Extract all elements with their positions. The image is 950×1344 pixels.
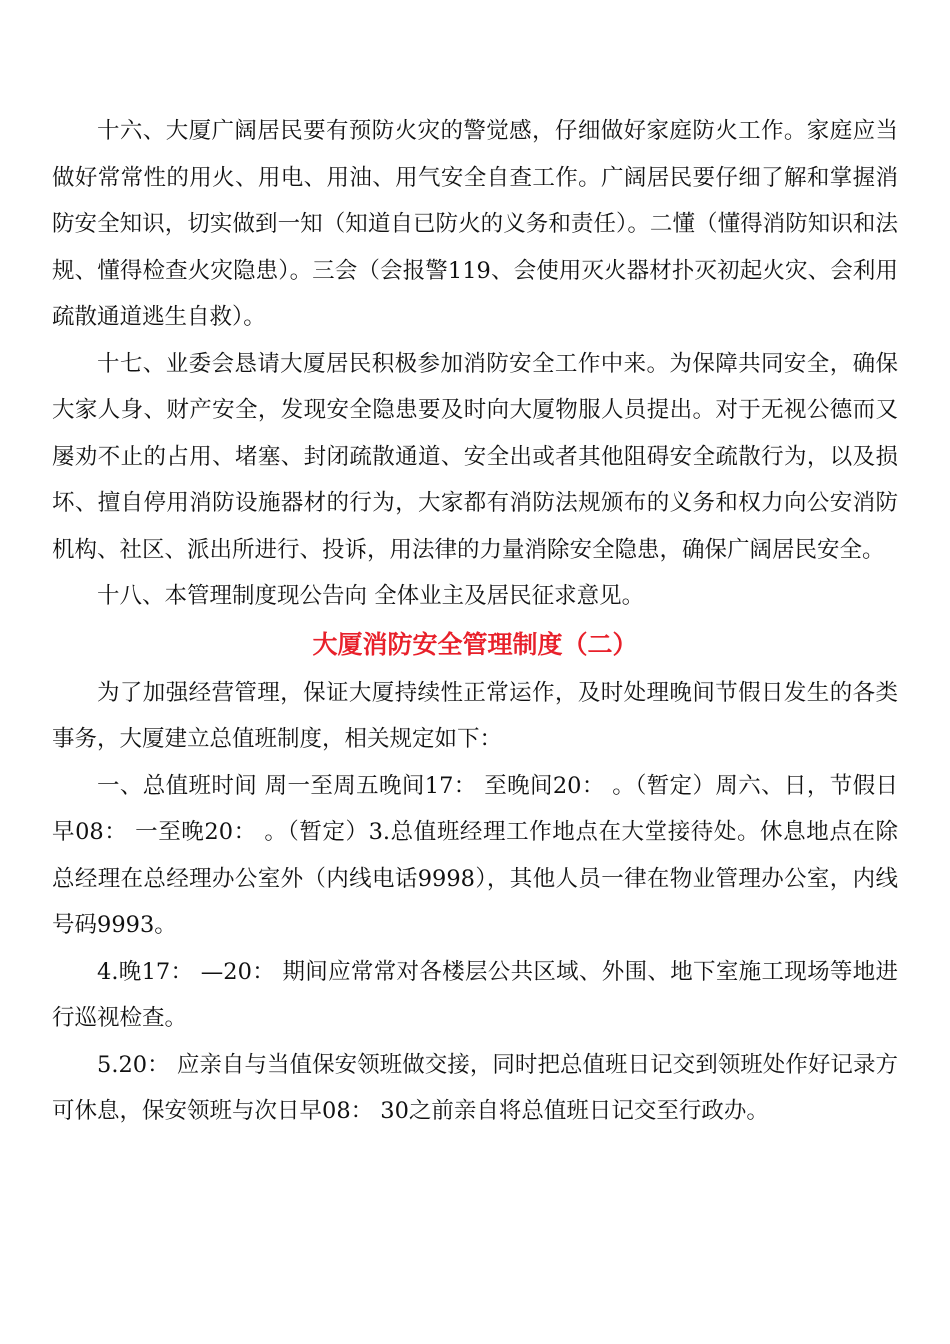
document-page — [52, 108, 898, 1135]
paragraph-17: 十七、业委会恳请大厦居民积极参加消防安全工作中来。为保障共同安全，确保大家人身、财产安全，发现安全隐患要及时向大厦物服人员提出。对于无视公德而又屡劝不止的占用、堵塞、封闭疏散通道、安全出或者其他阻碍安全疏散行为，以及损坏、擅自停用消防设施器材的行为，大家都有消防法规颁布的义务和权力向公安消防机构、社区、派出所进行、投诉，用法律的力量消除安全隐患，确保广阔居民安全。 — [52, 350, 898, 563]
paragraph-16: 十六、大厦广阔居民要有预防火灾的警觉感，仔细做好家庭防火工作。家庭应当做好常常性的用火、用电、用油、用气安全自查工作。广阔居民要仔细了解和掌握消防安全知识，切实做到一知（知道自已防火的义务和责任）。二懂（懂得消防知识和法规、懂得检查火灾隐患）。三会（会报警119、会使用灭火器材扑灭初起火灾、会利用疏散通道逃生自救）。 — [52, 118, 898, 330]
paragraph-duty-time: 一、总值班时间 周一至周五晚间17： 至晚间20： 。（暂定）周六、日，节假日早08： 一至晚20： 。（暂定）3.总值班经理工作地点在大堂接待处。休息地点在除总经理在总经理办公室外（内线电话9998），其他人员一律在物业管理办公室，内线 号码9993。 — [52, 772, 898, 938]
paragraph-18: 十八、本管理制度现公告向 全体业主及居民征求意见。 — [97, 583, 645, 609]
paragraph-patrol: 4.晚17： —20： 期间应常常对各楼层公共区域、外围、地下室施工现场等地进行巡视检查。 — [52, 958, 898, 1031]
section-title: 大厦消防安全管理制度（二） — [312, 629, 638, 659]
paragraph-intro: 为了加强经营管理，保证大厦持续性正常运作，及时处理晚间节假日发生的各类事务，大厦建立总值班制度，相关规定如下： — [52, 679, 898, 752]
paragraph-handover: 5.20： 应亲自与当值保安领班做交接，同时把总值班日记交到领班处作好记录方可休息，保安领班与次日早08： 30之前亲自将总值班日记交至行政办。 — [52, 1051, 898, 1124]
